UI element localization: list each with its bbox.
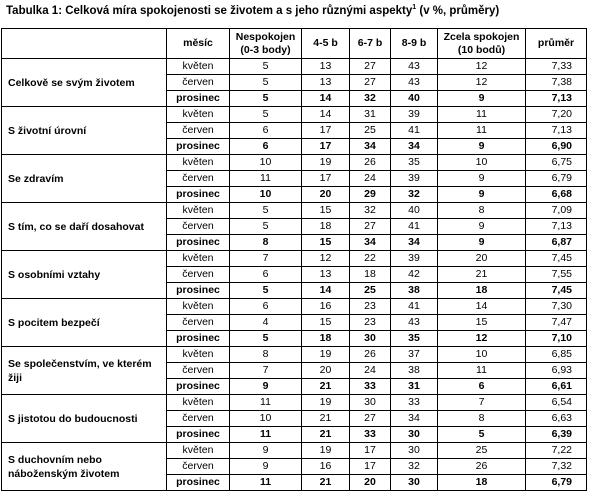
dissatisfied-cell: 8: [230, 347, 302, 363]
6-7-cell: 33: [350, 379, 391, 395]
table-body: [2, 59, 587, 491]
4-5-cell: 19: [302, 347, 350, 363]
header-average: průměr: [526, 29, 587, 59]
month-cell: květen: [167, 251, 230, 267]
average-cell: 7,47: [526, 315, 587, 331]
average-cell: 7,10: [526, 331, 587, 347]
aspect-label: S jistotou do budoucnosti: [2, 395, 167, 443]
dissatisfied-cell: 11: [230, 475, 302, 491]
average-cell: 6,87: [526, 235, 587, 251]
average-cell: 6,54: [526, 395, 587, 411]
4-5-cell: 16: [302, 299, 350, 315]
4-5-cell: 15: [302, 315, 350, 331]
6-7-cell: 23: [350, 299, 391, 315]
caption-text: Tabulka 1: Celková míra spokojenosti se životem a s jeho různými aspekty: [6, 4, 413, 17]
satisfied-cell: 9: [438, 235, 526, 251]
dissatisfied-cell: 11: [230, 427, 302, 443]
8-9-cell: 42: [391, 267, 438, 283]
dissatisfied-cell: 11: [230, 395, 302, 411]
satisfied-cell: 10: [438, 155, 526, 171]
caption-suffix: (v %, průměry): [416, 4, 500, 17]
dissatisfied-cell: 6: [230, 267, 302, 283]
4-5-cell: 21: [302, 475, 350, 491]
4-5-cell: 17: [302, 171, 350, 187]
month-cell: prosinec: [167, 427, 230, 443]
satisfied-cell: 18: [438, 475, 526, 491]
table-row: [2, 107, 587, 123]
6-7-cell: 25: [350, 123, 391, 139]
month-cell: květen: [167, 395, 230, 411]
8-9-cell: 37: [391, 347, 438, 363]
month-cell: červen: [167, 411, 230, 427]
table-row: [2, 203, 587, 219]
4-5-cell: 20: [302, 187, 350, 203]
average-cell: 6,68: [526, 187, 587, 203]
6-7-cell: 30: [350, 331, 391, 347]
month-cell: červen: [167, 315, 230, 331]
satisfied-cell: 18: [438, 283, 526, 299]
6-7-cell: 34: [350, 235, 391, 251]
8-9-cell: 39: [391, 107, 438, 123]
average-cell: 7,20: [526, 107, 587, 123]
average-cell: 7,13: [526, 91, 587, 107]
dissatisfied-cell: 11: [230, 171, 302, 187]
dissatisfied-cell: 5: [230, 59, 302, 75]
6-7-cell: 33: [350, 427, 391, 443]
dissatisfied-cell: 6: [230, 123, 302, 139]
average-cell: 6,85: [526, 347, 587, 363]
table-row: [2, 155, 587, 171]
month-cell: prosinec: [167, 379, 230, 395]
aspect-label: Se zdravím: [2, 155, 167, 203]
6-7-cell: 18: [350, 267, 391, 283]
average-cell: 6,61: [526, 379, 587, 395]
8-9-cell: 30: [391, 427, 438, 443]
average-cell: 6,79: [526, 171, 587, 187]
dissatisfied-cell: 5: [230, 75, 302, 91]
table-row: [2, 395, 587, 411]
table-row: [2, 443, 587, 459]
6-7-cell: 31: [350, 107, 391, 123]
aspect-label: S duchovním nebo náboženským životem: [2, 443, 167, 491]
header-satisfied: Zcela spokojen (10 bodů): [438, 29, 526, 59]
aspect-label: S životní úrovní: [2, 107, 167, 155]
8-9-cell: 43: [391, 315, 438, 331]
header-8-9: 8-9 b: [391, 29, 438, 59]
6-7-cell: 32: [350, 203, 391, 219]
month-cell: červen: [167, 363, 230, 379]
6-7-cell: 23: [350, 315, 391, 331]
8-9-cell: 38: [391, 283, 438, 299]
aspect-label: Celkově se svým životem: [2, 59, 167, 107]
dissatisfied-cell: 8: [230, 235, 302, 251]
8-9-cell: 41: [391, 123, 438, 139]
4-5-cell: 19: [302, 155, 350, 171]
average-cell: 6,63: [526, 411, 587, 427]
4-5-cell: 14: [302, 283, 350, 299]
month-cell: prosinec: [167, 475, 230, 491]
aspect-label: S osobními vztahy: [2, 251, 167, 299]
average-cell: 6,39: [526, 427, 587, 443]
8-9-cell: 30: [391, 475, 438, 491]
8-9-cell: 32: [391, 187, 438, 203]
6-7-cell: 32: [350, 91, 391, 107]
month-cell: prosinec: [167, 91, 230, 107]
4-5-cell: 17: [302, 139, 350, 155]
4-5-cell: 18: [302, 219, 350, 235]
satisfied-cell: 26: [438, 459, 526, 475]
satisfied-cell: 10: [438, 347, 526, 363]
average-cell: 7,13: [526, 123, 587, 139]
8-9-cell: 41: [391, 219, 438, 235]
6-7-cell: 26: [350, 347, 391, 363]
dissatisfied-cell: 5: [230, 91, 302, 107]
average-cell: 6,90: [526, 139, 587, 155]
dissatisfied-cell: 5: [230, 283, 302, 299]
header-6-7: 6-7 b: [350, 29, 391, 59]
8-9-cell: 32: [391, 459, 438, 475]
4-5-cell: 21: [302, 379, 350, 395]
dissatisfied-cell: 10: [230, 187, 302, 203]
satisfied-cell: 9: [438, 91, 526, 107]
dissatisfied-cell: 5: [230, 331, 302, 347]
satisfied-cell: 11: [438, 363, 526, 379]
average-cell: 7,45: [526, 251, 587, 267]
4-5-cell: 16: [302, 459, 350, 475]
month-cell: prosinec: [167, 139, 230, 155]
satisfied-cell: 9: [438, 219, 526, 235]
dissatisfied-cell: 4: [230, 315, 302, 331]
month-cell: prosinec: [167, 283, 230, 299]
aspect-label: S tím, co se daří dosahovat: [2, 203, 167, 251]
table-row: [2, 251, 587, 267]
satisfied-cell: 12: [438, 75, 526, 91]
satisfied-cell: 20: [438, 251, 526, 267]
satisfied-cell: 11: [438, 107, 526, 123]
dissatisfied-cell: 6: [230, 139, 302, 155]
8-9-cell: 40: [391, 91, 438, 107]
8-9-cell: 43: [391, 59, 438, 75]
month-cell: červen: [167, 171, 230, 187]
4-5-cell: 13: [302, 267, 350, 283]
8-9-cell: 39: [391, 251, 438, 267]
4-5-cell: 20: [302, 363, 350, 379]
6-7-cell: 24: [350, 171, 391, 187]
8-9-cell: 38: [391, 363, 438, 379]
header-aspect: [2, 29, 167, 59]
average-cell: 7,30: [526, 299, 587, 315]
table-caption: [6, 4, 499, 17]
4-5-cell: 17: [302, 123, 350, 139]
dissatisfied-cell: 5: [230, 219, 302, 235]
8-9-cell: 41: [391, 299, 438, 315]
average-cell: 6,75: [526, 155, 587, 171]
month-cell: květen: [167, 443, 230, 459]
dissatisfied-cell: 7: [230, 251, 302, 267]
average-cell: 7,13: [526, 219, 587, 235]
dissatisfied-cell: 9: [230, 379, 302, 395]
aspect-label: Se společenstvím, ve kterém žiji: [2, 347, 167, 395]
month-cell: květen: [167, 155, 230, 171]
4-5-cell: 13: [302, 59, 350, 75]
6-7-cell: 20: [350, 475, 391, 491]
8-9-cell: 34: [391, 235, 438, 251]
average-cell: 7,22: [526, 443, 587, 459]
satisfied-cell: 5: [438, 427, 526, 443]
6-7-cell: 30: [350, 395, 391, 411]
satisfied-cell: 8: [438, 203, 526, 219]
month-cell: květen: [167, 59, 230, 75]
4-5-cell: 14: [302, 91, 350, 107]
month-cell: červen: [167, 219, 230, 235]
8-9-cell: 33: [391, 395, 438, 411]
average-cell: 7,32: [526, 459, 587, 475]
satisfied-cell: 7: [438, 395, 526, 411]
4-5-cell: 13: [302, 75, 350, 91]
month-cell: červen: [167, 123, 230, 139]
4-5-cell: 15: [302, 235, 350, 251]
average-cell: 6,79: [526, 475, 587, 491]
8-9-cell: 35: [391, 155, 438, 171]
average-cell: 7,33: [526, 59, 587, 75]
aspect-label: S pocitem bezpečí: [2, 299, 167, 347]
6-7-cell: 25: [350, 283, 391, 299]
satisfied-cell: 9: [438, 187, 526, 203]
8-9-cell: 30: [391, 443, 438, 459]
6-7-cell: 27: [350, 75, 391, 91]
satisfied-cell: 8: [438, 411, 526, 427]
month-cell: květen: [167, 203, 230, 219]
average-cell: 7,38: [526, 75, 587, 91]
average-cell: 7,55: [526, 267, 587, 283]
satisfied-cell: 9: [438, 139, 526, 155]
4-5-cell: 19: [302, 395, 350, 411]
month-cell: prosinec: [167, 331, 230, 347]
6-7-cell: 34: [350, 139, 391, 155]
month-cell: červen: [167, 75, 230, 91]
month-cell: červen: [167, 267, 230, 283]
average-cell: 6,93: [526, 363, 587, 379]
satisfied-cell: 11: [438, 123, 526, 139]
month-cell: květen: [167, 347, 230, 363]
dissatisfied-cell: 9: [230, 459, 302, 475]
dissatisfied-cell: 9: [230, 443, 302, 459]
table-row: [2, 347, 587, 363]
header-row: [2, 29, 587, 59]
satisfied-cell: 9: [438, 171, 526, 187]
average-cell: 7,09: [526, 203, 587, 219]
dissatisfied-cell: 10: [230, 155, 302, 171]
table-row: [2, 59, 587, 75]
6-7-cell: 27: [350, 411, 391, 427]
6-7-cell: 17: [350, 443, 391, 459]
4-5-cell: 19: [302, 443, 350, 459]
satisfied-cell: 12: [438, 59, 526, 75]
table-row: [2, 299, 587, 315]
4-5-cell: 15: [302, 203, 350, 219]
4-5-cell: 14: [302, 107, 350, 123]
8-9-cell: 40: [391, 203, 438, 219]
satisfied-cell: 25: [438, 443, 526, 459]
satisfied-cell: 6: [438, 379, 526, 395]
header-month: měsíc: [167, 29, 230, 59]
4-5-cell: 21: [302, 411, 350, 427]
satisfied-cell: 12: [438, 331, 526, 347]
6-7-cell: 27: [350, 59, 391, 75]
8-9-cell: 31: [391, 379, 438, 395]
4-5-cell: 12: [302, 251, 350, 267]
dissatisfied-cell: 10: [230, 411, 302, 427]
dissatisfied-cell: 5: [230, 203, 302, 219]
month-cell: prosinec: [167, 235, 230, 251]
4-5-cell: 21: [302, 427, 350, 443]
header-4-5: 4-5 b: [302, 29, 350, 59]
dissatisfied-cell: 5: [230, 107, 302, 123]
6-7-cell: 24: [350, 363, 391, 379]
month-cell: květen: [167, 107, 230, 123]
6-7-cell: 22: [350, 251, 391, 267]
satisfied-cell: 15: [438, 315, 526, 331]
8-9-cell: 34: [391, 411, 438, 427]
4-5-cell: 18: [302, 331, 350, 347]
month-cell: květen: [167, 299, 230, 315]
header-dissatisfied: Nespokojen (0-3 body): [230, 29, 302, 59]
6-7-cell: 17: [350, 459, 391, 475]
8-9-cell: 35: [391, 331, 438, 347]
satisfaction-table: [1, 28, 587, 491]
8-9-cell: 34: [391, 139, 438, 155]
dissatisfied-cell: 6: [230, 299, 302, 315]
month-cell: červen: [167, 459, 230, 475]
satisfied-cell: 21: [438, 267, 526, 283]
caption-footnote-mark: 1: [412, 4, 417, 11]
8-9-cell: 39: [391, 171, 438, 187]
average-cell: 7,45: [526, 283, 587, 299]
month-cell: prosinec: [167, 187, 230, 203]
8-9-cell: 43: [391, 75, 438, 91]
satisfied-cell: 14: [438, 299, 526, 315]
6-7-cell: 26: [350, 155, 391, 171]
6-7-cell: 29: [350, 187, 391, 203]
6-7-cell: 27: [350, 219, 391, 235]
dissatisfied-cell: 7: [230, 363, 302, 379]
